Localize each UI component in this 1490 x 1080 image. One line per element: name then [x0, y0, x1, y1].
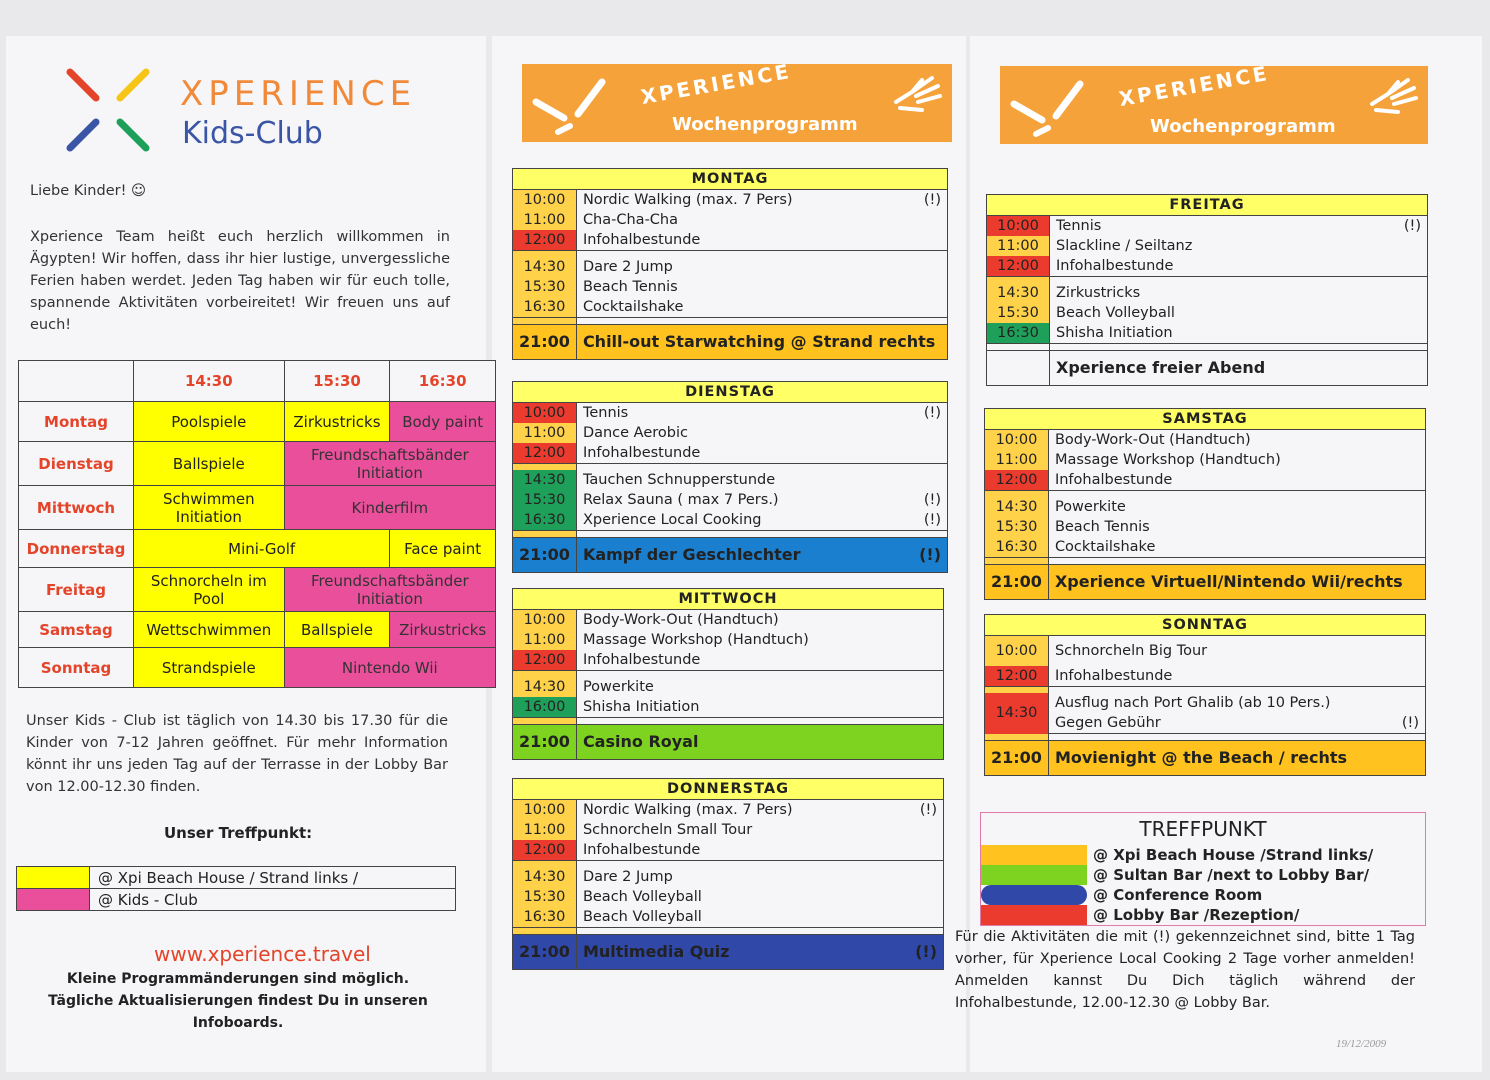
activity: Infohalbestunde	[576, 840, 943, 861]
time: 11:00	[513, 630, 577, 650]
time: 11:00	[513, 210, 577, 230]
banner-brand: XPERIENCE	[1117, 60, 1272, 112]
activity: Ausflug nach Port Ghalib (ab 10 Pers.)	[1048, 693, 1425, 713]
time: 10:00	[987, 216, 1050, 237]
time: 16:30	[987, 323, 1050, 344]
event-time: 21:00	[985, 741, 1049, 776]
evening-event: Xperience Virtuell/Nintendo Wii/rechts	[1048, 565, 1425, 600]
signup-mark: (!)	[923, 492, 941, 508]
legend-text: @ Kids - Club	[90, 889, 456, 911]
schedule-donnerstag	[512, 778, 944, 970]
activity: Beach Volleyball	[576, 907, 943, 928]
xperience-logo-icon	[62, 64, 154, 156]
time: 10:00	[513, 610, 577, 631]
event-time: 21:00	[985, 565, 1049, 600]
time: 14:30	[985, 497, 1049, 517]
kids-activity: Nintendo Wii	[284, 648, 495, 688]
event-time: 21:00	[513, 538, 577, 573]
activity: Dance Aerobic	[576, 423, 947, 443]
activity: Infohalbestunde	[576, 650, 943, 671]
swatch-red	[981, 905, 1087, 925]
day-label: Donnerstag	[19, 530, 134, 568]
day-title: FREITAG	[987, 195, 1428, 216]
time: 16:30	[513, 510, 577, 531]
kids-activity: Freundschaftsbänder Initiation	[284, 568, 495, 612]
hand-icon	[892, 72, 946, 116]
day-label: Freitag	[19, 568, 134, 612]
time: 16:30	[985, 537, 1049, 558]
time-header: 16:30	[390, 361, 496, 402]
time-header: 14:30	[134, 361, 285, 402]
time: 15:30	[985, 517, 1049, 537]
schedule-montag	[512, 168, 948, 360]
kids-activity: Freundschaftsbänder Initiation	[284, 442, 495, 486]
schedule-dienstag	[512, 381, 948, 573]
banner-right	[1000, 60, 1428, 144]
signup-mark: (!)	[923, 192, 941, 208]
time: 15:30	[987, 303, 1050, 323]
time: 15:30	[513, 277, 577, 297]
time: 12:00	[985, 470, 1049, 491]
activity: Shisha Initiation	[1050, 323, 1428, 344]
club-info: Unser Kids - Club ist täglich von 14.30 bis 17.30 für die Kinder von 7-12 Jahren geöffnet. Für mehr Information könnt ihr uns jeden Tag auf der Terrasse in der Lobby Bar von 12.00-12.30 finden.	[26, 713, 448, 795]
activity: Beach Tennis	[576, 277, 947, 297]
time: 12:00	[985, 666, 1049, 687]
activity: Cocktailshake	[1048, 537, 1425, 558]
time: 10:00	[985, 430, 1049, 451]
schedule-samstag	[984, 408, 1426, 600]
time: 14:30	[513, 257, 577, 277]
signup-mark: (!)	[915, 942, 937, 961]
schedule-mittwoch	[512, 588, 944, 760]
activity: Schnorcheln Small Tour	[576, 820, 943, 840]
time: 10:00	[513, 403, 577, 424]
time: 12:00	[513, 230, 577, 251]
brand-sub: Kids-Club	[182, 116, 323, 151]
time: 11:00	[985, 450, 1049, 470]
time: 14:30	[513, 677, 577, 697]
activity: Body-Work-Out (Handtuch)	[1048, 430, 1425, 451]
time-header: 15:30	[284, 361, 390, 402]
activity: Beach Volleyball	[576, 887, 943, 907]
banner-title: Wochenprogramm	[672, 114, 858, 135]
time: 12:00	[513, 840, 577, 861]
event-time: 21:00	[513, 935, 577, 970]
activity: Slackline / Seiltanz	[1050, 236, 1428, 256]
intro-text: Xperience Team heißt euch herzlich willkommen in Ägypten! Wir hoffen, dass ihr hier lustige, unvergessliche Ferien haben werdet. Jeden Tag haben wir für euch tolle, spannende Aktivitäten vorbeireitet! Wir freuen uns auf euch!	[30, 229, 450, 333]
activity: Cha-Cha-Cha	[576, 210, 947, 230]
day-label: Samstag	[19, 612, 134, 648]
activity: Massage Workshop (Handtuch)	[576, 630, 943, 650]
activity: Dare 2 Jump	[576, 257, 947, 277]
kids-activity: Ballspiele	[134, 442, 285, 486]
activity: Gegen Gebühr (!)	[1048, 713, 1425, 734]
day-label: Mittwoch	[19, 486, 134, 530]
signup-mark: (!)	[923, 512, 941, 528]
time: 11:00	[513, 820, 577, 840]
activity: Nordic Walking (max. 7 Pers) (!)	[576, 190, 947, 211]
activity: Relax Sauna ( max 7 Pers.) (!)	[576, 490, 947, 510]
day-label: Montag	[19, 402, 134, 442]
hand-icon	[1368, 74, 1422, 118]
activity: Dare 2 Jump	[576, 867, 943, 887]
time: 15:30	[513, 887, 577, 907]
activity: Beach Volleyball	[1050, 303, 1428, 323]
signup-mark: (!)	[919, 545, 941, 564]
activity: Shisha Initiation	[576, 697, 943, 718]
activity: Infohalbestunde	[576, 443, 947, 464]
time: 14:30	[513, 470, 577, 490]
kids-activity: Poolspiele	[134, 402, 285, 442]
time: 10:00	[513, 800, 577, 821]
swatch-orange	[981, 845, 1087, 865]
time: 16:30	[513, 297, 577, 318]
time: 10:00	[985, 636, 1049, 667]
time: 12:00	[987, 256, 1050, 277]
day-title: DONNERSTAG	[513, 779, 944, 800]
event-time: 21:00	[513, 725, 577, 760]
activity: Xperience Local Cooking (!)	[576, 510, 947, 531]
schedule-freitag	[986, 194, 1428, 386]
banner-middle	[522, 58, 952, 142]
day-label: Sonntag	[19, 648, 134, 688]
day-title: MITTWOCH	[513, 589, 944, 610]
treffpunkt-title: TREFFPUNKT	[1139, 817, 1267, 841]
time: 14:30	[987, 283, 1050, 303]
activity: Body-Work-Out (Handtuch)	[576, 610, 943, 631]
greeting: Liebe Kinder! ☺	[30, 183, 147, 199]
kids-activity: Zirkustricks	[390, 612, 496, 648]
brand-name: XPERIENCE	[180, 74, 417, 114]
evening-event: Casino Royal	[576, 725, 943, 760]
evening-event: Chill-out Starwatching @ Strand rechts	[576, 325, 947, 360]
evening-event: Xperience freier Abend	[1050, 351, 1428, 386]
legend-text: @ Xpi Beach House / Strand links /	[90, 867, 456, 889]
time: 10:00	[513, 190, 577, 211]
swatch-blue	[981, 885, 1087, 905]
activity: Beach Tennis	[1048, 517, 1425, 537]
evening-event: Multimedia Quiz (!)	[576, 935, 943, 970]
time: 12:00	[513, 650, 577, 671]
time: 11:00	[513, 423, 577, 443]
activity: Massage Workshop (Handtuch)	[1048, 450, 1425, 470]
kids-activity: Ballspiele	[284, 612, 390, 648]
signup-mark: (!)	[923, 405, 941, 421]
kids-activity: Face paint	[390, 530, 496, 568]
time: 16:30	[513, 907, 577, 928]
swatch-green	[981, 865, 1087, 885]
day-title: SAMSTAG	[985, 409, 1426, 430]
banner-title: Wochenprogramm	[1150, 116, 1336, 137]
signup-mark: (!)	[1403, 218, 1421, 234]
kids-activity: Strandspiele	[134, 648, 285, 688]
time: 16:00	[513, 697, 577, 718]
day-title: SONNTAG	[985, 615, 1426, 636]
kids-activity: Wettschwimmen	[134, 612, 285, 648]
banner-brand: XPERIENCE	[639, 58, 794, 110]
treffpunkt-item: @ Xpi Beach House /Strand links/	[981, 845, 1425, 865]
time: 12:00	[513, 443, 577, 464]
time: 14:30	[985, 693, 1049, 734]
activity: Powerkite	[1048, 497, 1425, 517]
time: 14:30	[513, 867, 577, 887]
kids-activity: Zirkustricks	[284, 402, 390, 442]
treffpunkt-item: @ Lobby Bar /Rezeption/	[981, 905, 1425, 925]
activity: Infohalbestunde	[576, 230, 947, 251]
activity: Tennis (!)	[576, 403, 947, 424]
event-time: 21:00	[513, 325, 577, 360]
footer-note: Kleine Programmänderungen sind möglich. Tägliche Aktualisierungen findest Du in unseren Infoboards.	[48, 971, 428, 1031]
time: 11:00	[987, 236, 1050, 256]
legend-swatch-pink	[17, 889, 90, 911]
kids-activity: Kinderfilm	[284, 486, 495, 530]
activity: Infohalbestunde	[1048, 666, 1425, 687]
time: 15:30	[513, 490, 577, 510]
legend-table	[16, 866, 456, 911]
event-time	[987, 351, 1050, 386]
kids-activity: Mini-Golf	[134, 530, 390, 568]
treffpunkt-item: @ Sultan Bar /next to Lobby Bar/	[981, 865, 1425, 885]
logo-burst-icon	[1006, 76, 1096, 140]
activity: Cocktailshake	[576, 297, 947, 318]
table-corner	[19, 361, 134, 402]
signup-mark: (!)	[919, 802, 937, 818]
evening-event: Movienight @ the Beach / rechts	[1048, 741, 1425, 776]
activity: Tennis (!)	[1050, 216, 1428, 237]
schedule-sonntag	[984, 614, 1426, 776]
day-title: MONTAG	[513, 169, 948, 190]
print-date: 19/12/2009	[1336, 1038, 1387, 1050]
activity: Schnorcheln Big Tour	[1048, 636, 1425, 667]
day-title: DIENSTAG	[513, 382, 948, 403]
treffpunkt-box	[980, 812, 1426, 926]
evening-event: Kampf der Geschlechter (!)	[576, 538, 947, 573]
legend-swatch-yellow	[17, 867, 90, 889]
signup-note: Für die Aktivitäten die mit (!) gekennzeichnet sind, bitte 1 Tag vorher, für Xperience Local Cooking 2 Tage vorher anmelden! Anmelden kannst Du Dich täglich während der Infohalbestunde, 12.00-12.30 @ Lobby Bar.	[955, 929, 1415, 1011]
activity: Tauchen Schnupperstunde	[576, 470, 947, 490]
activity: Infohalbestunde	[1050, 256, 1428, 277]
kids-club-table	[18, 360, 496, 688]
activity: Powerkite	[576, 677, 943, 697]
kids-activity: Body paint	[390, 402, 496, 442]
activity: Zirkustricks	[1050, 283, 1428, 303]
logo-burst-icon	[528, 74, 618, 138]
treffpunkt-item: @ Conference Room	[981, 885, 1425, 905]
treffpunkt-label: Unser Treffpunkt:	[164, 824, 313, 842]
kids-activity: Schwimmen Initiation	[134, 486, 285, 530]
kids-activity: Schnorcheln im Pool	[134, 568, 285, 612]
activity: Infohalbestunde	[1048, 470, 1425, 491]
website-link[interactable]: www.xperience.travel	[154, 942, 371, 966]
day-label: Dienstag	[19, 442, 134, 486]
activity: Nordic Walking (max. 7 Pers) (!)	[576, 800, 943, 821]
signup-mark: (!)	[1401, 715, 1419, 731]
